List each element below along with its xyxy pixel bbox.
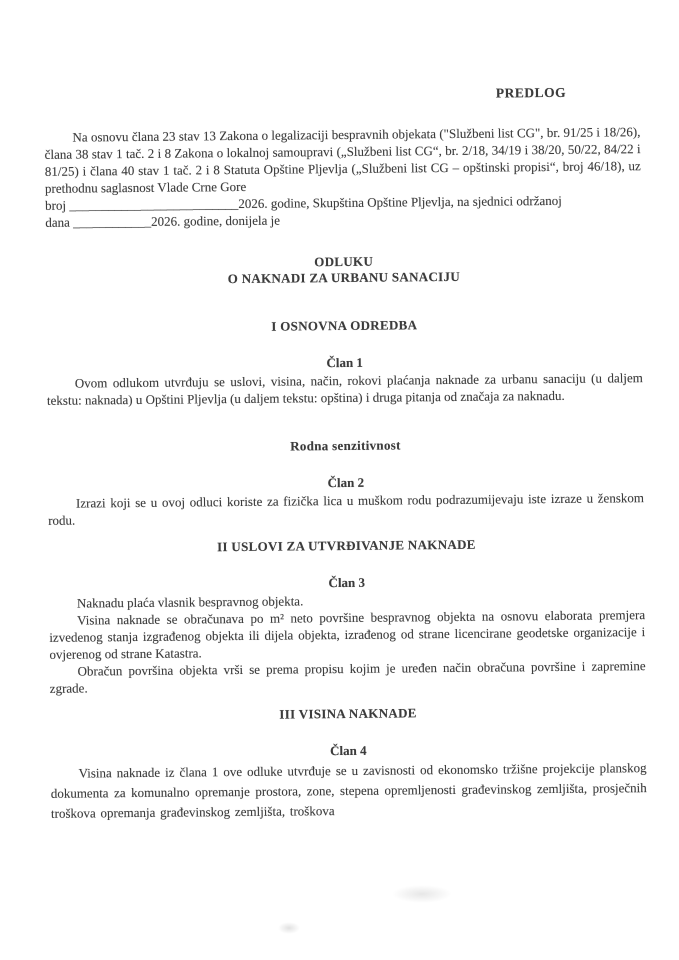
decision-title-line2: O NAKNADI ZA URBANU SANACIJU [227,268,461,287]
document-content [44,83,647,824]
section-3-heading: III VISINA NAKNADE [279,705,417,722]
article-3-heading: Član 3 [328,574,366,591]
intro-paragraph: Na osnovu člana 23 stav 13 Zakona o legalizaciji bespravnih objekata ("Službeni list CG", br. 91/25 i 18/26), člana 38 stav 1 tač. 2 i 8 Zakona o lokalnoj samoupravi („Službeni list CG“, br. 2/18, 34/19 i 38/20, 50/22, 84/22 i 81/25) i člana 40 stav 1 tač. 2 i 8 Statuta Opštine Pljevlja („Službeni list CG – opštinski propisi“, broj 46/18), uz prethodnu saglasnost Vlade Crne Gore [44,124,641,196]
article-1-heading: Član 1 [326,354,363,371]
article-4-body: Visina naknade iz člana 1 ove odluke utvrđuje se u zavisnosti od ekonomsko tržišne projekcije planskog dokumenta za komunalno opremanje prostora, zone, stepena opremljenosti građevinskog zemljišta, prosječnih troškova opremanja građevinskog zemljišta, troškova [50,760,647,821]
article-3-paragraph-1: Naknadu plaća vlasnik bespravnog objekta. [76,593,304,611]
article-2-heading: Član 2 [327,474,365,491]
rodna-senzitivnost-heading: Rodna senzitivnost [290,437,401,454]
scan-artifact [392,885,452,903]
scan-artifact [278,922,300,934]
predlog-label: PREDLOG [495,84,567,101]
article-3-paragraph-2: Visina naknade se obračunava po m² neto površine bespravnog objekta na osnovu elaborata premjera izvedenog stanja izgrađenog objekta ili dijela objekta, izrađenog od strane licencirane geodetske organizacije i ovjerenog od strane Katastra. [49,607,646,662]
decision-title-line1: ODLUKU [314,253,374,270]
section-2-heading: II USLOVI ZA UTVRĐIVANJE NAKNADE [217,536,476,555]
decision-title [46,251,642,289]
article-3-paragraph-3: Obračun površina objekta vrši se prema propisu kojim je uređen način obračuna površine i zapremine zgrade. [49,658,646,696]
article-2-body: Izrazi koji se u ovoj odluci koriste za fizička lica u muškom rodu podrazumijevaju iste izraze u ženskom rodu. [48,490,645,528]
intro-dana-line: dana ____________2026. godine, donijela je [45,212,281,230]
article-1-body: Ovom odlukom utvrđuju se uslovi, visina, način, rokovi plaćanja naknade za urbanu sanaciju (u daljem tekstu: naknada) u Opštini Pljevlja (u daljem tekstu: opština) i druga pitanja od značaja za naknadu. [46,370,643,408]
intro-broj-line: broj __________________________2026. godine, Skupština Opštine Pljevlja, na sjednici održanoj [45,192,562,213]
article-4-heading: Član 4 [330,742,367,759]
section-1-heading: I OSNOVNA ODREDBA [271,317,418,334]
